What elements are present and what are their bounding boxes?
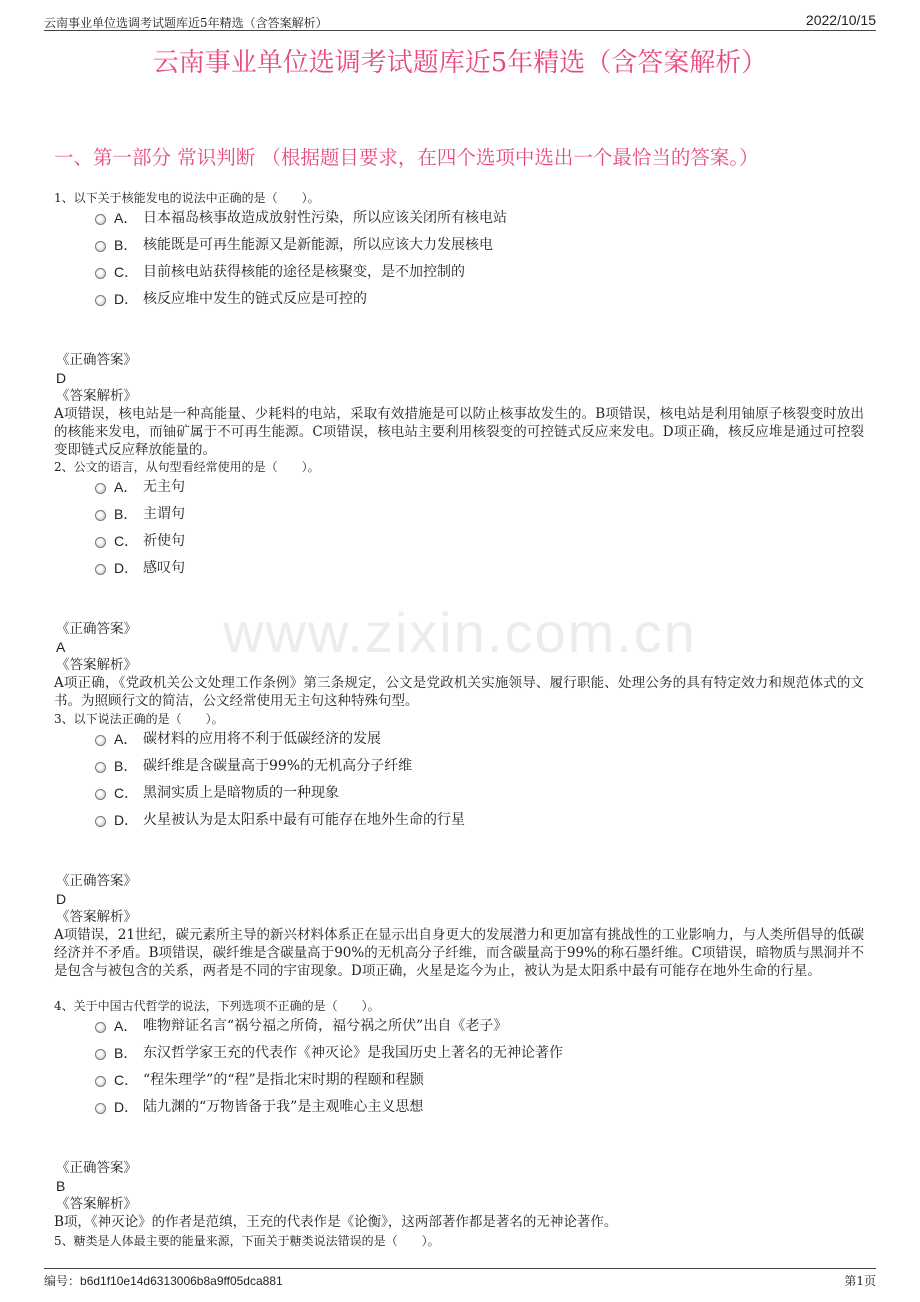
option-letter: C． (114, 533, 139, 549)
answer-value: B (56, 1178, 66, 1194)
question-stem: 5、糖类是人体最主要的能量来源，下面关于糖类说法错误的是（ ）。 (54, 1234, 440, 1248)
question-stem: 3、以下说法正确的是（ ）。 (54, 712, 224, 726)
radio-icon[interactable] (95, 789, 106, 800)
option-letter: D． (114, 291, 139, 307)
question-1 (54, 189, 864, 459)
radio-icon[interactable] (95, 510, 106, 521)
option-d[interactable] (54, 288, 864, 315)
radio-icon[interactable] (95, 762, 106, 773)
option-letter: C． (114, 264, 139, 280)
explanation-label: 《答案解析》 (56, 909, 137, 925)
question-5 (54, 1232, 864, 1250)
explanation-label: 《答案解析》 (56, 657, 137, 673)
radio-icon[interactable] (95, 1076, 106, 1087)
question-stem: 1、以下关于核能发电的说法中正确的是（ ）。 (54, 191, 320, 205)
page-footer (44, 1268, 876, 1291)
option-text: 目前核电站获得核能的途径是核聚变，是不加控制的 (143, 264, 465, 280)
option-text: 核能既是可再生能源又是新能源，所以应该大力发展核电 (143, 237, 493, 253)
question-2 (54, 458, 864, 710)
option-text: 主谓句 (143, 506, 185, 522)
option-letter: B． (114, 506, 138, 522)
answer-label: 《正确答案》 (56, 621, 137, 637)
section-heading: 一、第一部分 常识判断 （根据题目要求，在四个选项中选出一个最恰当的答案。） (54, 146, 759, 169)
option-letter: A． (114, 1018, 138, 1034)
header-doc-title: 云南事业单位选调考试题库近5年精选（含答案解析） (44, 16, 328, 30)
option-letter: A． (114, 731, 138, 747)
footer-code-label: 编号： (44, 1274, 81, 1288)
page-number: 第1页 (844, 1274, 876, 1288)
radio-icon[interactable] (95, 483, 106, 494)
option-text: 碳材料的应用将不利于低碳经济的发展 (143, 731, 381, 747)
radio-icon[interactable] (95, 1022, 106, 1033)
option-d[interactable] (54, 557, 864, 584)
radio-icon[interactable] (95, 1049, 106, 1060)
answer-value: D (56, 370, 67, 386)
option-a[interactable] (54, 476, 864, 503)
explanation-text: A项错误，核电站是一种高能量、少耗料的电站，采取有效措施是可以防止核事故发生的。B项错误，核电站是利用铀原子核裂变时放出的核能来发电，而铀矿属于不可再生能源。C项错误，核电站主要利用核裂变的可控链式反应来发电。D项正确，核反应堆是通过可控裂变即链式反应释放能量的。 (54, 406, 864, 458)
question-3 (54, 710, 864, 980)
explanation-label: 《答案解析》 (56, 388, 137, 404)
option-text: 陆九渊的“万物皆备于我”是主观唯心主义思想 (143, 1099, 424, 1115)
option-b[interactable] (54, 234, 864, 261)
option-c[interactable] (54, 1069, 864, 1096)
page-header (44, 12, 876, 31)
radio-icon[interactable] (95, 1103, 106, 1114)
option-text: 火星被认为是太阳系中最有可能存在地外生命的行星 (143, 812, 465, 828)
radio-icon[interactable] (95, 735, 106, 746)
explanation-text: A项正确，《党政机关公文处理工作条例》第三条规定，公文是党政机关实施领导、履行职能、处理公务的具有特定效力和规范体式的文书。为照顾行文的简洁，公文经常使用无主句这种特殊句型。 (54, 675, 864, 709)
question-stem: 4、关于中国古代哲学的说法，下列选项不正确的是（ ）。 (54, 999, 380, 1013)
option-text: 无主句 (143, 479, 185, 495)
explanation-text: A项错误，21世纪，碳元素所主导的新兴材料体系正在显示出自身更大的发展潜力和更加富有挑战性的工业影响力，与人类所倡导的低碳经济并不矛盾。B项错误，碳纤维是含碳量高于90%的无机高分子纤维，而含碳量高于99%的称石墨纤维。C项错误，暗物质与黑洞并不是包含与被包含的关系，两者是不同的宇宙现象。D项正确，火星是迄今为止，被认为是太阳系中最有可能存在地外生命的行星。 (54, 927, 864, 979)
option-c[interactable] (54, 530, 864, 557)
answer-label: 《正确答案》 (56, 1160, 137, 1176)
explanation-label: 《答案解析》 (56, 1196, 137, 1212)
option-a[interactable] (54, 728, 864, 755)
header-date: 2022/10/15 (805, 12, 876, 28)
option-a[interactable] (54, 207, 864, 234)
option-c[interactable] (54, 261, 864, 288)
option-text: 碳纤维是含碳量高于99%的无机高分子纤维 (143, 758, 413, 774)
watermark: www.zixin.com.cn (223, 601, 697, 664)
radio-icon[interactable] (95, 268, 106, 279)
answer-label: 《正确答案》 (56, 352, 137, 368)
option-letter: B． (114, 1045, 138, 1061)
option-letter: D． (114, 1099, 139, 1115)
radio-icon[interactable] (95, 564, 106, 575)
option-text: 核反应堆中发生的链式反应是可控的 (143, 291, 367, 307)
answer-label: 《正确答案》 (56, 873, 137, 889)
option-letter: C． (114, 1072, 139, 1088)
option-b[interactable] (54, 503, 864, 530)
radio-icon[interactable] (95, 295, 106, 306)
option-letter: C． (114, 785, 139, 801)
option-b[interactable] (54, 1042, 864, 1069)
option-text: 祈使句 (143, 533, 185, 549)
answer-value: D (56, 891, 67, 907)
option-b[interactable] (54, 755, 864, 782)
option-c[interactable] (54, 782, 864, 809)
option-a[interactable] (54, 1015, 864, 1042)
option-letter: B． (114, 237, 138, 253)
option-letter: B． (114, 758, 138, 774)
explanation-text: B项，《神灭论》的作者是范缜，王充的代表作是《论衡》，这两部著作都是著名的无神论著作。 (54, 1214, 618, 1230)
option-text: 黑洞实质上是暗物质的一种现象 (143, 785, 339, 801)
option-text: 唯物辩证名言“祸兮福之所倚，福兮祸之所伏”出自《老子》 (143, 1018, 508, 1034)
option-text: 日本福岛核事故造成放射性污染，所以应该关闭所有核电站 (143, 210, 507, 226)
option-letter: A． (114, 479, 138, 495)
question-stem: 2、公文的语言，从句型看经常使用的是（ ）。 (54, 460, 320, 474)
radio-icon[interactable] (95, 537, 106, 548)
radio-icon[interactable] (95, 241, 106, 252)
radio-icon[interactable] (95, 214, 106, 225)
question-4 (54, 997, 864, 1231)
option-text: 东汉哲学家王充的代表作《神灭论》是我国历史上著名的无神论著作 (143, 1045, 563, 1061)
option-text: “程朱理学”的“程”是指北宋时期的程颐和程颢 (143, 1072, 424, 1088)
document-title: 云南事业单位选调考试题库近5年精选（含答案解析） (152, 48, 768, 78)
footer-doc-id (44, 1272, 283, 1289)
option-text: 感叹句 (143, 560, 185, 576)
option-letter: D． (114, 812, 139, 828)
option-d[interactable] (54, 809, 864, 836)
footer-code: b6d1f10e14d6313006b8a9ff05dca881 (80, 1274, 283, 1288)
option-letter: A． (114, 210, 138, 226)
answer-value: A (56, 639, 66, 655)
option-letter: D． (114, 560, 139, 576)
radio-icon[interactable] (95, 816, 106, 827)
option-d[interactable] (54, 1096, 864, 1123)
